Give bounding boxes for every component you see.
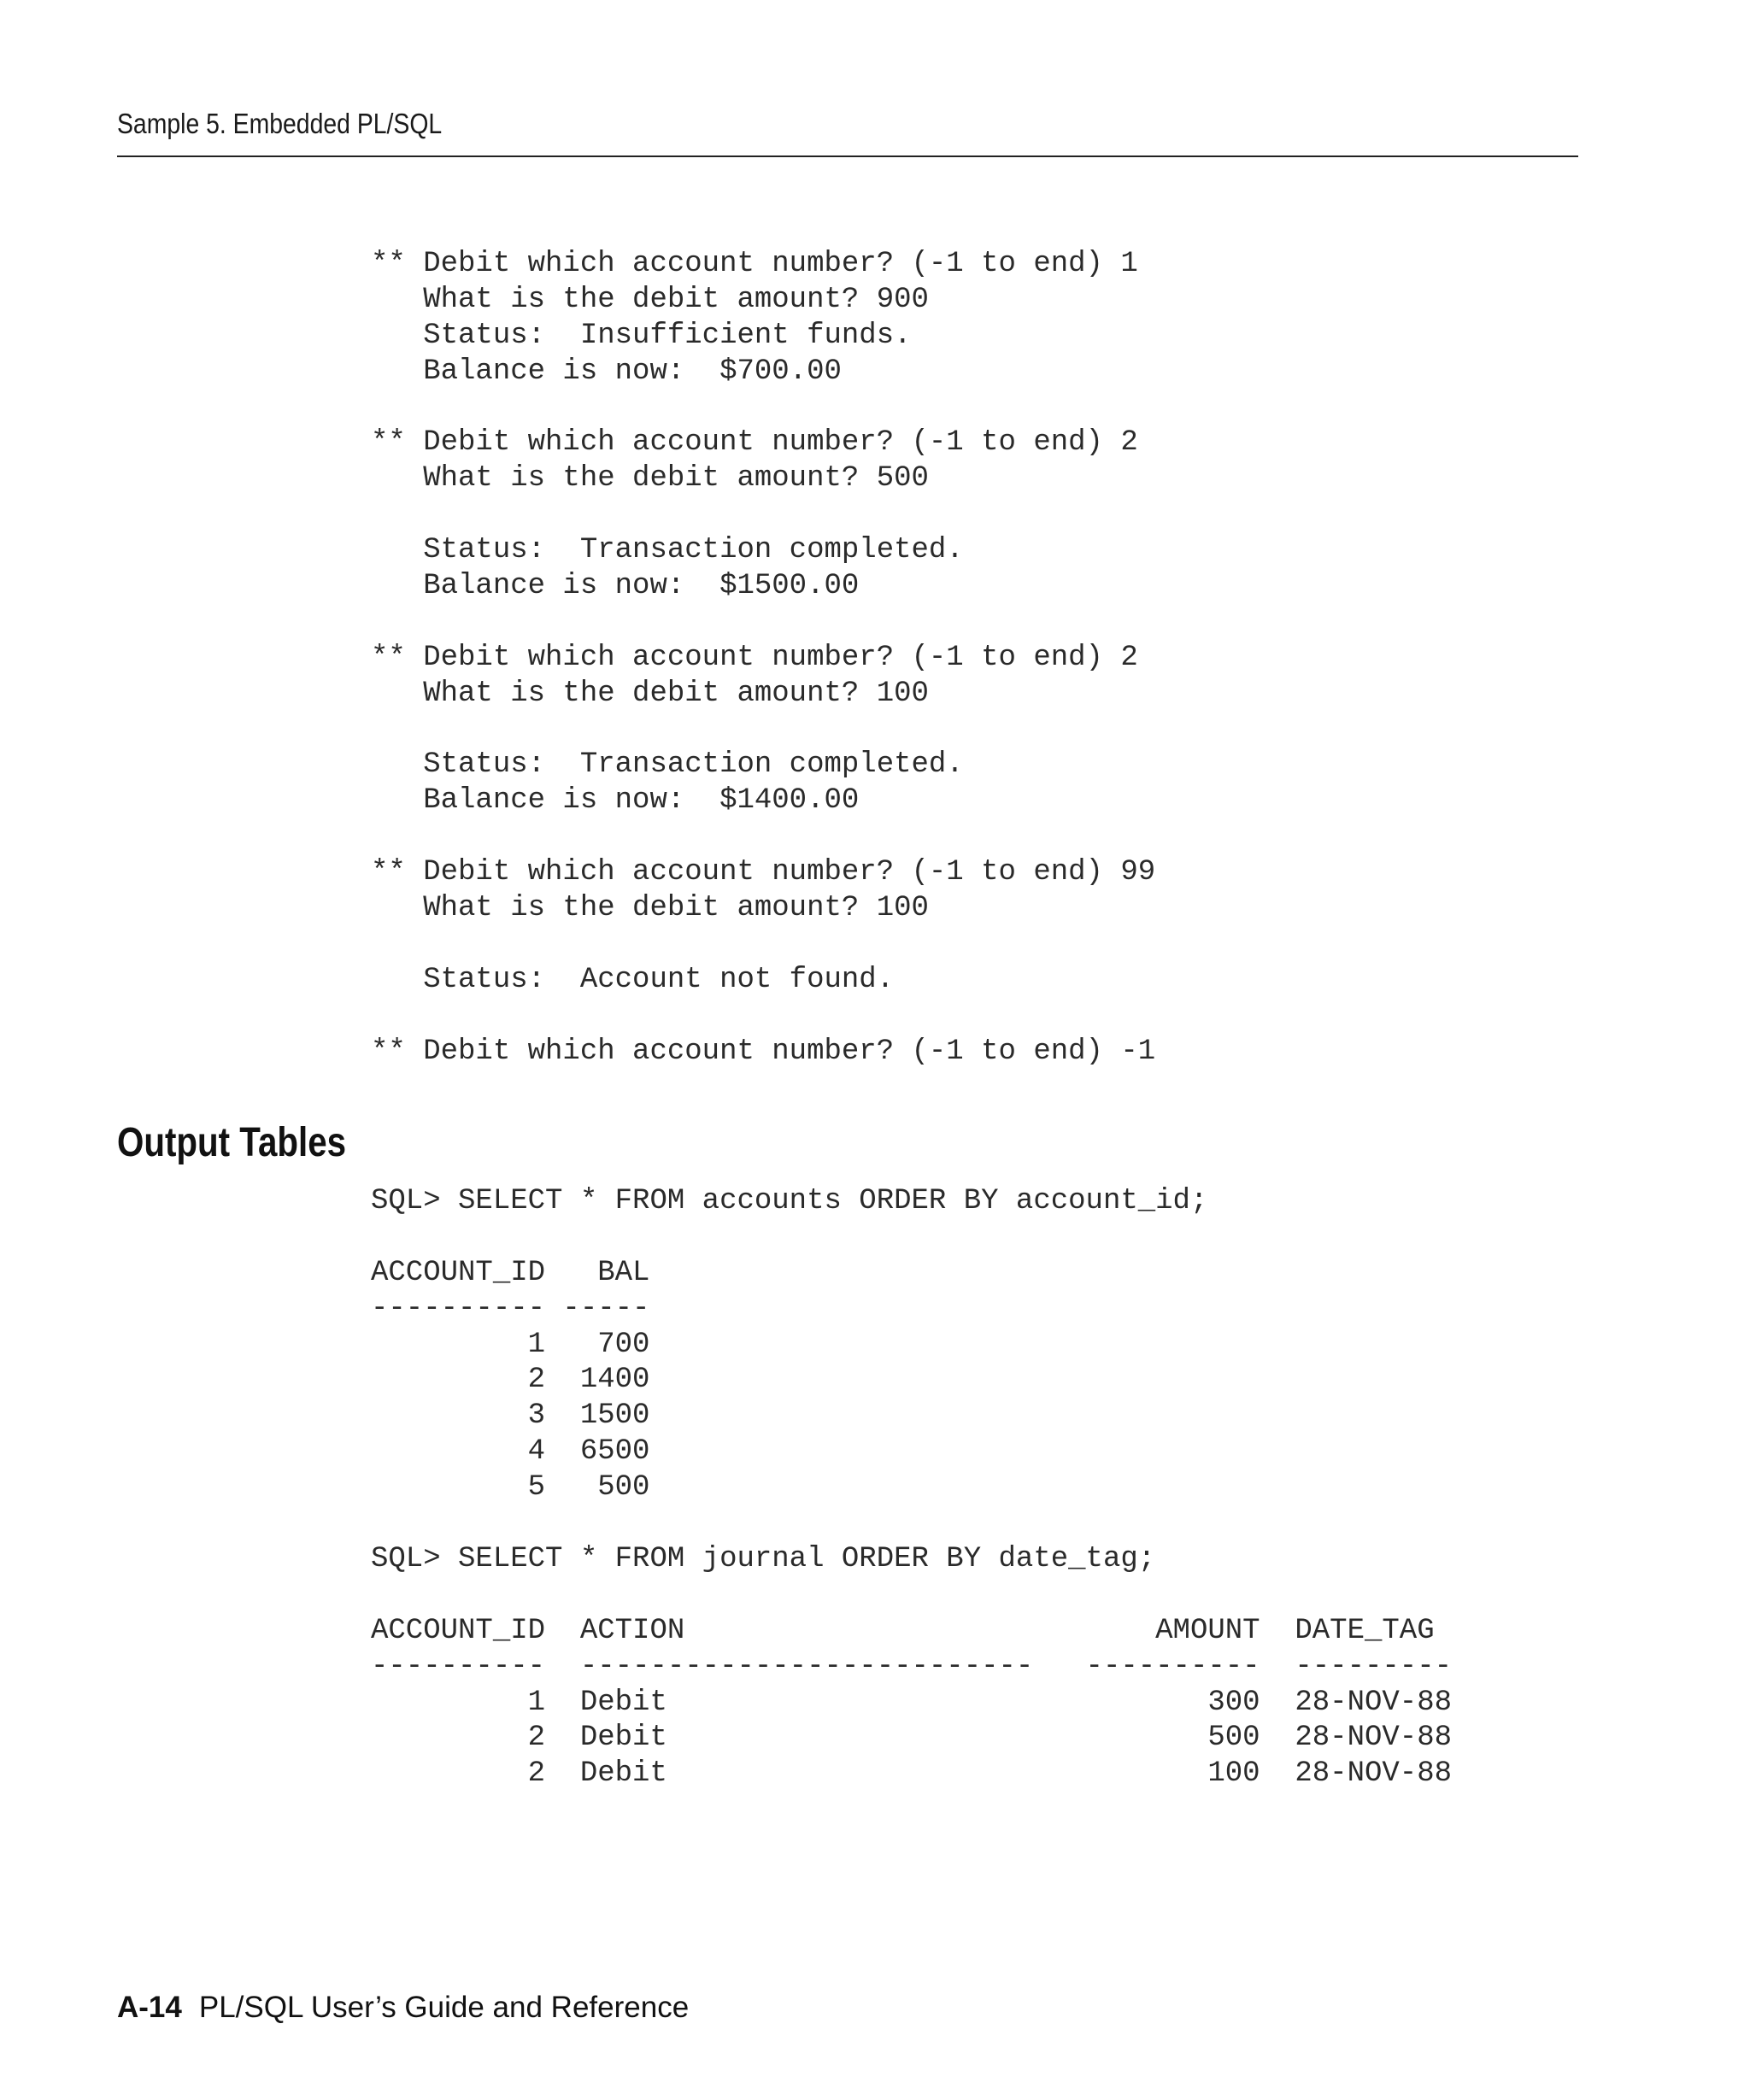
code-line: Status: Transaction completed. — [371, 748, 964, 782]
code-line: ** Debit which account number? (-1 to end) 1 — [371, 248, 1138, 280]
code-line: Balance is now: $1400.00 — [371, 784, 860, 818]
table-header-row: ACCOUNT_ID ACTION AMOUNT DATE_TAG — [371, 1614, 1435, 1647]
code-line: Status: Transaction completed. — [371, 534, 964, 567]
code-line — [371, 927, 1155, 963]
table-row: 3 1500 — [371, 1399, 650, 1433]
table-row: 1 700 — [371, 1328, 650, 1361]
code-line: ** Debit which account number? (-1 to end) 99 — [371, 856, 1156, 889]
code-line — [371, 713, 1155, 748]
section-heading-output-tables: Output Tables — [117, 1120, 347, 1165]
code-line — [371, 390, 1155, 426]
code-line: ** Debit which account number? (-1 to end) 2 — [371, 426, 1138, 460]
table-row: 4 6500 — [371, 1435, 650, 1469]
session-output-block — [371, 247, 1155, 1070]
book-title: PL/SQL User’s Guide and Reference — [198, 1991, 690, 2024]
page-footer — [117, 1991, 689, 2025]
table-row: 1 Debit 300 28-NOV-88 — [371, 1686, 1453, 1719]
code-line: Balance is now: $700.00 — [371, 355, 842, 388]
table-row: 2 Debit 500 28-NOV-88 — [371, 1722, 1453, 1755]
code-line: What is the debit amount? 100 — [371, 677, 929, 710]
table-row: 5 500 — [371, 1471, 650, 1505]
table-header-row: ACCOUNT_ID BAL — [371, 1256, 650, 1289]
table-separator-row: ---------- -------------------------- ---------- --------- — [371, 1650, 1453, 1683]
code-line: Status: Account not found. — [371, 963, 895, 996]
code-line: ** Debit which account number? (-1 to end) -1 — [371, 1035, 1156, 1068]
table-separator-row: ---------- ----- — [371, 1292, 650, 1325]
code-line — [371, 605, 1155, 641]
code-line — [371, 819, 1155, 855]
header-rule — [117, 155, 1578, 157]
code-line — [371, 497, 1155, 533]
running-head-title: Sample 5. Embedded PL/SQL — [117, 108, 443, 139]
code-line: Status: Insufficient funds. — [371, 319, 912, 352]
page-number: A-14 — [117, 1991, 182, 2024]
accounts-query-block — [371, 1184, 1207, 1506]
sql-query-line: SQL> SELECT * FROM journal ORDER BY date_tag; — [371, 1543, 1156, 1575]
code-line — [371, 1578, 1452, 1614]
code-line: What is the debit amount? 500 — [371, 462, 929, 496]
code-line: ** Debit which account number? (-1 to end) 2 — [371, 641, 1138, 674]
table-row: 2 Debit 100 28-NOV-88 — [371, 1757, 1453, 1791]
code-line — [371, 1220, 1207, 1256]
code-line: Balance is now: $1500.00 — [371, 570, 860, 603]
table-row: 2 1400 — [371, 1364, 650, 1397]
code-line — [371, 999, 1155, 1035]
sql-query-line: SQL> SELECT * FROM accounts ORDER BY account_id; — [371, 1185, 1208, 1217]
code-line: What is the debit amount? 100 — [371, 892, 929, 925]
code-line: What is the debit amount? 900 — [371, 283, 929, 316]
journal-query-block — [371, 1542, 1452, 1792]
